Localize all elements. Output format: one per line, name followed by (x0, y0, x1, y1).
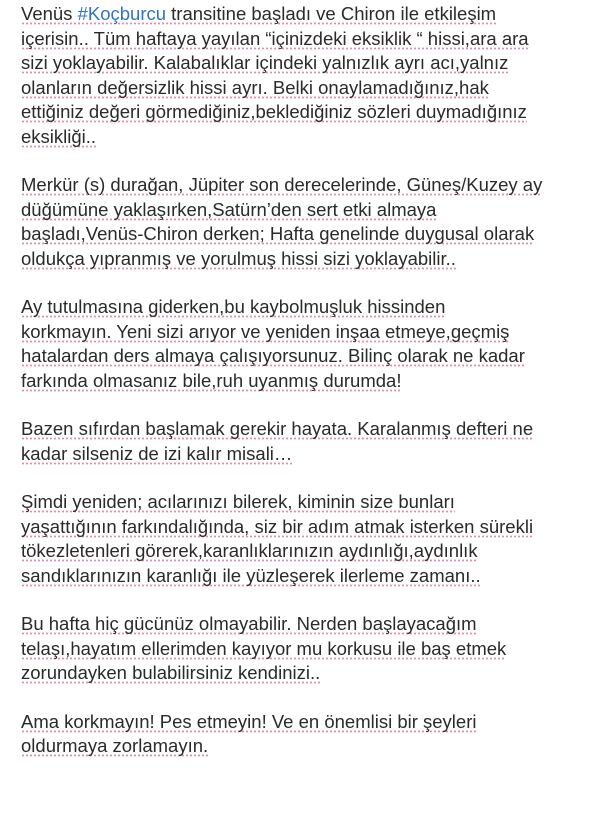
paragraph-gap (21, 466, 591, 490)
text-line: zorundayken bulabilirsiniz kendinizi.. (21, 662, 321, 683)
text-line: kadar silseniz de izi kalır misali… (21, 442, 293, 464)
hashtag-link[interactable]: #Koçburcu (77, 3, 167, 24)
line-text-post: transitine başladı ve Chiron ile etkileşim (166, 3, 497, 24)
text-line: başladı,Venüs-Chiron derken; Hafta genelinde duygusal olarak (21, 223, 535, 244)
paragraph-gap (21, 686, 591, 710)
text-line: eksikliği.. (21, 125, 97, 147)
text-line: Bazen sıfırdan başlamak gerekir hayata. Karalanmış defteri ne (21, 418, 534, 439)
text-line: yaşattığının farkındalığında, siz bir adım atmak isterken sürekli (21, 515, 534, 537)
paragraph-gap (21, 588, 591, 612)
text-line: farkında olmasanız bile,ruh uyanmış durumda! (21, 369, 402, 391)
paragraph-gap (21, 149, 591, 173)
paragraph-gap (21, 271, 591, 295)
paragraph-1 (21, 2, 591, 149)
text-line: oldurmaya zorlamayın. (21, 735, 209, 756)
text-line: olanların değersizlik hissi ayrı. Belki onaylamadığınız,hak (21, 76, 489, 98)
text-line: Ama korkmayın! Pes etmeyin! Ve en önemlisi bir şeyleri (21, 710, 477, 732)
paragraph-4 (21, 417, 591, 466)
paragraph-2 (21, 173, 591, 271)
text-line (21, 2, 591, 27)
paragraph-6 (21, 612, 591, 686)
paragraph-5 (21, 490, 591, 588)
text-line: telaşı,hayatım ellerimden kayıyor mu korkusu ile baş etmek (21, 637, 507, 659)
text-line: düğümüne yaklaşırken,Satürn’den sert etki almaya (21, 198, 437, 220)
paragraph-3 (21, 295, 591, 393)
text-line: sandıklarınızın karanlığı ile yüzleşerek ilerleme zamanı.. (21, 564, 481, 586)
text-line: hatalardan ders almaya çalışıyorsunuz. Bilinç olarak ne kadar (21, 345, 525, 366)
text-line: Ay tutulmasına giderken,bu kaybolmuşluk hissinden (21, 296, 446, 317)
text-line: tökezletenleri görerek,karanlıklarınızın aydınlığı,aydınlık (21, 540, 478, 561)
paragraph-gap (21, 393, 591, 417)
text-line: korkmayın. Yeni sizi arıyor ve yeniden inşaa etmeye,geçmiş (21, 320, 510, 342)
text-line: Şimdi yeniden; acılarınızı bilerek, kiminin size bunları (21, 491, 455, 512)
paragraph-7 (21, 710, 591, 759)
text-line: ettiğiniz değeri görmediğiniz,beklediğiniz sözleri duymadığınız (21, 101, 527, 122)
line-text-pre: Venüs (21, 3, 78, 24)
text-line: Merkür (s) durağan, Jüpiter son derecelerinde, Güneş/Kuzey ay (21, 174, 543, 195)
text-line: oldukça yıpranmış ve yorulmuş hissi sizi yoklayabilir.. (21, 247, 456, 269)
text-line: içerisin.. Tüm haftaya yayılan “içinizdeki eksiklik “ hissi,ara ara (21, 27, 529, 49)
text-line: Bu hafta hiç gücünüz olmayabilir. Nerden başlayacağım (21, 613, 477, 634)
text-line: sizi yoklayabilir. Kalabalıklar içindeki yalnızlık ayrı acı,yalnız (21, 52, 509, 73)
post-body (21, 2, 591, 759)
